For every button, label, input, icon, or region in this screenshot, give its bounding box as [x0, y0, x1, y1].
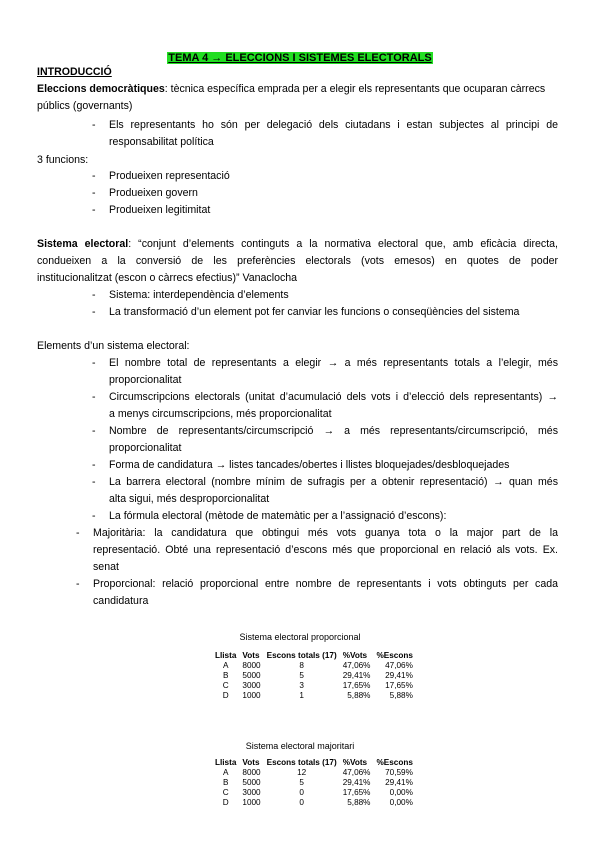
eleccions-bullet-line1: Els representants ho són per delegació dels ciutadans i estan subjectes al principi de: [109, 119, 558, 131]
bullet-dash: -: [92, 170, 96, 182]
bullet-dash: -: [92, 391, 96, 403]
cell: 47,06%: [342, 661, 371, 670]
bullet-dash: -: [92, 119, 96, 131]
sistema-def-line3: institucionalitzat (escon o càrrecs efectius)” Vanaclocha: [37, 272, 298, 284]
funcio-item: Produeixen govern: [109, 187, 198, 199]
table-header-row: [212, 651, 416, 661]
cell: C: [222, 681, 229, 690]
table-row: [212, 661, 416, 671]
cell: 12: [297, 768, 307, 777]
element-item: La fórmula electoral (mètode de matemàtic per a l’assignació d’escons):: [109, 510, 447, 522]
cell: 5: [299, 671, 304, 680]
table-proporcional: [212, 651, 416, 701]
element-item: El nombre total de representants a elegir → a més representants totals a l’elegir, més: [109, 357, 558, 369]
sistema-def-line2: condueixen a la conversió de les preferències electorals (vots emesos) en quotes de poder: [37, 255, 558, 267]
cell: 29,41%: [385, 671, 413, 680]
bullet-dash: -: [92, 289, 96, 301]
table-row: [212, 681, 416, 691]
bullet-dash: -: [92, 476, 96, 488]
sistema-item: Sistema: interdependència d’elements: [109, 289, 289, 301]
sistema-term: Sistema electoral: [37, 238, 129, 250]
cell: A: [222, 661, 229, 670]
cell: 1000: [242, 691, 261, 700]
cell: 0: [299, 788, 304, 797]
formula-majoritaria: Majoritària: la candidatura que obtingui més vots guanya tota o la major part de la: [93, 527, 558, 539]
cell: 0,00%: [389, 788, 413, 797]
cell: 47,06%: [385, 661, 413, 670]
cell: 17,65%: [342, 681, 371, 690]
col-pct-vots: %Vots: [342, 758, 368, 767]
bullet-dash: -: [76, 578, 80, 590]
cell: 5,88%: [389, 691, 413, 700]
table-majoritari: [212, 758, 416, 808]
funcio-item: Produeixen legitimitat: [109, 204, 211, 216]
cell: 3: [299, 681, 304, 690]
cell: 29,41%: [385, 778, 413, 787]
eleccions-term: Eleccions democràtiques: [37, 83, 165, 95]
funcio-item: Produeixen representació: [109, 170, 230, 182]
cell: 5,88%: [347, 691, 371, 700]
element-item: Circumscripcions electorals (unitat d’acumulació dels vots i d’elecció dels representants) →: [109, 391, 558, 403]
col-pct-escons: %Escons: [376, 651, 413, 660]
cell: 70,59%: [385, 768, 413, 777]
element-item-cont: a menys circumscripcions, més proporcionalitat: [109, 408, 332, 420]
table-majoritari-caption: Sistema electoral majoritari: [245, 741, 355, 751]
bullet-dash: -: [92, 459, 96, 471]
cell: 8000: [242, 768, 261, 777]
table-row: [212, 671, 416, 681]
elements-heading: Elements d’un sistema electoral:: [37, 340, 190, 352]
element-item-cont: alta sigui, més desproporcionalitat: [109, 493, 270, 505]
table-row: [212, 788, 416, 798]
cell: 5000: [242, 778, 261, 787]
cell: 17,65%: [385, 681, 413, 690]
formula-majoritaria-cont: representació. Obté una representació d’escons més que proporcional en relació als vots. Ex.: [93, 544, 558, 556]
eleccions-def-line1: : tècnica específica emprada per a elegir els representants que ocuparan càrrecs: [164, 83, 546, 95]
element-item: Nombre de representants/circumscripció → a més representants/circumscripció, més: [109, 425, 558, 437]
sistema-def-line1: : “conjunt d’elements continguts a la normativa electoral que, amb eficàcia directa,: [128, 238, 558, 250]
bullet-dash: -: [92, 425, 96, 437]
col-pct-vots: %Vots: [342, 651, 368, 660]
cell: D: [222, 798, 229, 807]
formula-proporcional: Proporcional: relació proporcional entre nombre de representants i vots obtinguts per cada: [93, 578, 558, 590]
element-item: Forma de candidatura → listes tancades/obertes i llistes bloquejades/desbloquejades: [109, 459, 510, 471]
cell: C: [222, 788, 229, 797]
sistema-item: La transformació d’un element pot fer canviar les funcions o conseqüències del sistema: [109, 306, 520, 318]
table-proporcional-caption: Sistema electoral proporcional: [239, 632, 361, 642]
sistema-definition: [37, 236, 558, 253]
eleccions-bullet-line2: responsabilitat política: [109, 136, 214, 148]
cell: B: [222, 671, 229, 680]
cell: 8: [299, 661, 304, 670]
formula-majoritaria-cont: senat: [93, 561, 119, 573]
funcions-heading: 3 funcions:: [37, 154, 89, 166]
eleccions-definition: [37, 81, 545, 98]
cell: 5,88%: [347, 798, 371, 807]
bullet-dash: -: [92, 306, 96, 318]
cell: 5: [299, 778, 304, 787]
col-llista: Llista: [215, 651, 237, 660]
element-item-cont: proporcionalitat: [109, 374, 182, 386]
table-row: [212, 691, 416, 701]
intro-heading: INTRODUCCIÓ: [37, 66, 112, 78]
eleccions-def-line2: públics (governants): [37, 100, 133, 112]
formula-proporcional-cont: candidatura: [93, 595, 149, 607]
bullet-dash: -: [92, 204, 96, 216]
bullet-dash: -: [92, 187, 96, 199]
cell: A: [222, 768, 229, 777]
cell: 0,00%: [389, 798, 413, 807]
col-vots: Vots: [242, 651, 260, 660]
table-row: [212, 798, 416, 808]
table-row: [212, 768, 416, 778]
element-item-cont: proporcionalitat: [109, 442, 182, 454]
table-header-row: [212, 758, 416, 768]
cell: 3000: [242, 788, 261, 797]
cell: 8000: [242, 661, 261, 670]
col-escons: Escons totals (17): [266, 758, 337, 767]
element-item: La barrera electoral (nombre mínim de sufragis per a obtenir representació) → quan més: [109, 476, 558, 488]
cell: 0: [299, 798, 304, 807]
document-title-text: TEMA 4 → ELECCIONS I SISTEMES ELECTORALS: [168, 52, 432, 64]
bullet-dash: -: [92, 357, 96, 369]
cell: D: [222, 691, 229, 700]
cell: 47,06%: [342, 768, 371, 777]
cell: 3000: [242, 681, 261, 690]
bullet-dash: -: [76, 527, 80, 539]
cell: 17,65%: [342, 788, 371, 797]
col-vots: Vots: [242, 758, 260, 767]
col-llista: Llista: [215, 758, 237, 767]
cell: 29,41%: [342, 778, 371, 787]
cell: 1000: [242, 798, 261, 807]
table-row: [212, 778, 416, 788]
bullet-dash: -: [92, 510, 96, 522]
cell: B: [222, 778, 229, 787]
cell: 29,41%: [342, 671, 371, 680]
col-escons: Escons totals (17): [266, 651, 337, 660]
col-pct-escons: %Escons: [376, 758, 413, 767]
cell: 1: [299, 691, 304, 700]
cell: 5000: [242, 671, 261, 680]
